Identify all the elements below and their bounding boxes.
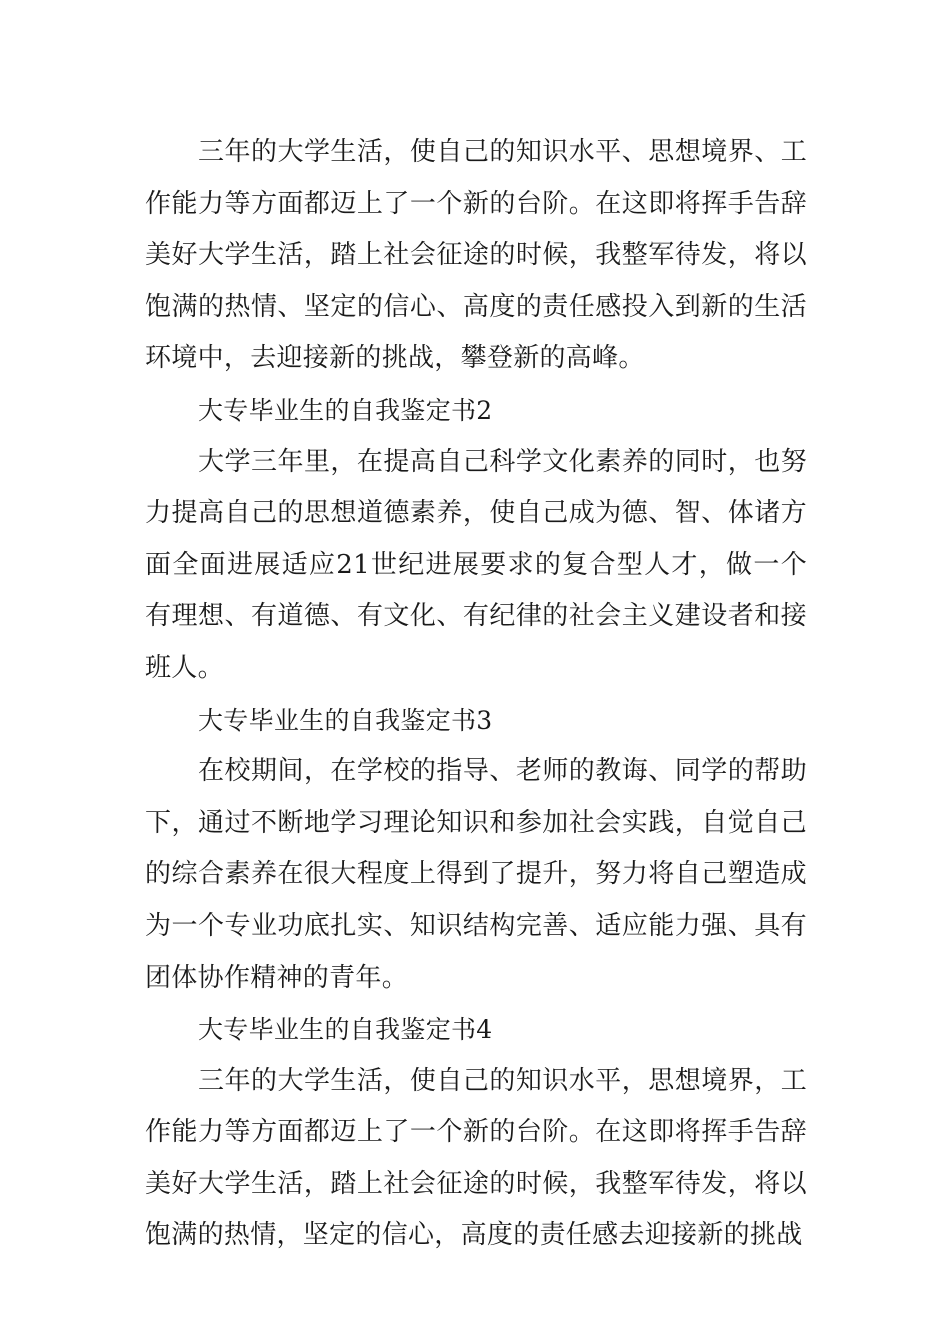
document-body: [145, 127, 807, 1262]
paragraph-section-2: 大学三年里，在提高自己科学文化素养的同时，也努力提高自己的思想道德素养，使自己成为德、智、体诸方面全面进展适应21世纪进展要求的复合型人才，做一个有理想、有道德、有文化、有纪律的社会主义建设者和接班人。: [145, 446, 807, 683]
paragraph-section-4: 三年的大学生活，使自己的知识水平，思想境界，工作能力等方面都迈上了一个新的台阶。在这即将挥手告辞美好大学生活，踏上社会征途的时候，我整军待发，将以饱满的热情，坚定的信心，高度的责任感去迎接新的挑战: [145, 1065, 807, 1251]
section-heading-2: 大专毕业生的自我鉴定书2: [198, 395, 493, 425]
paragraph-intro: 三年的大学生活，使自己的知识水平、思想境界、工作能力等方面都迈上了一个新的台阶。在这即将挥手告辞美好大学生活，踏上社会征途的时候，我整军待发，将以饱满的热情、坚定的信心、高度的责任感投入到新的生活环境中，去迎接新的挑战，攀登新的高峰。: [145, 137, 807, 374]
section-heading-4: 大专毕业生的自我鉴定书4: [198, 1015, 493, 1045]
section-heading-3: 大专毕业生的自我鉴定书3: [198, 705, 493, 735]
paragraph-section-3: 在校期间，在学校的指导、老师的教诲、同学的帮助下，通过不断地学习理论知识和参加社会实践，自觉自己的综合素养在很大程度上得到了提升，努力将自己塑造成为一个专业功底扎实、知识结构完善、适应能力强、具有团体协作精神的青年。: [145, 756, 807, 993]
